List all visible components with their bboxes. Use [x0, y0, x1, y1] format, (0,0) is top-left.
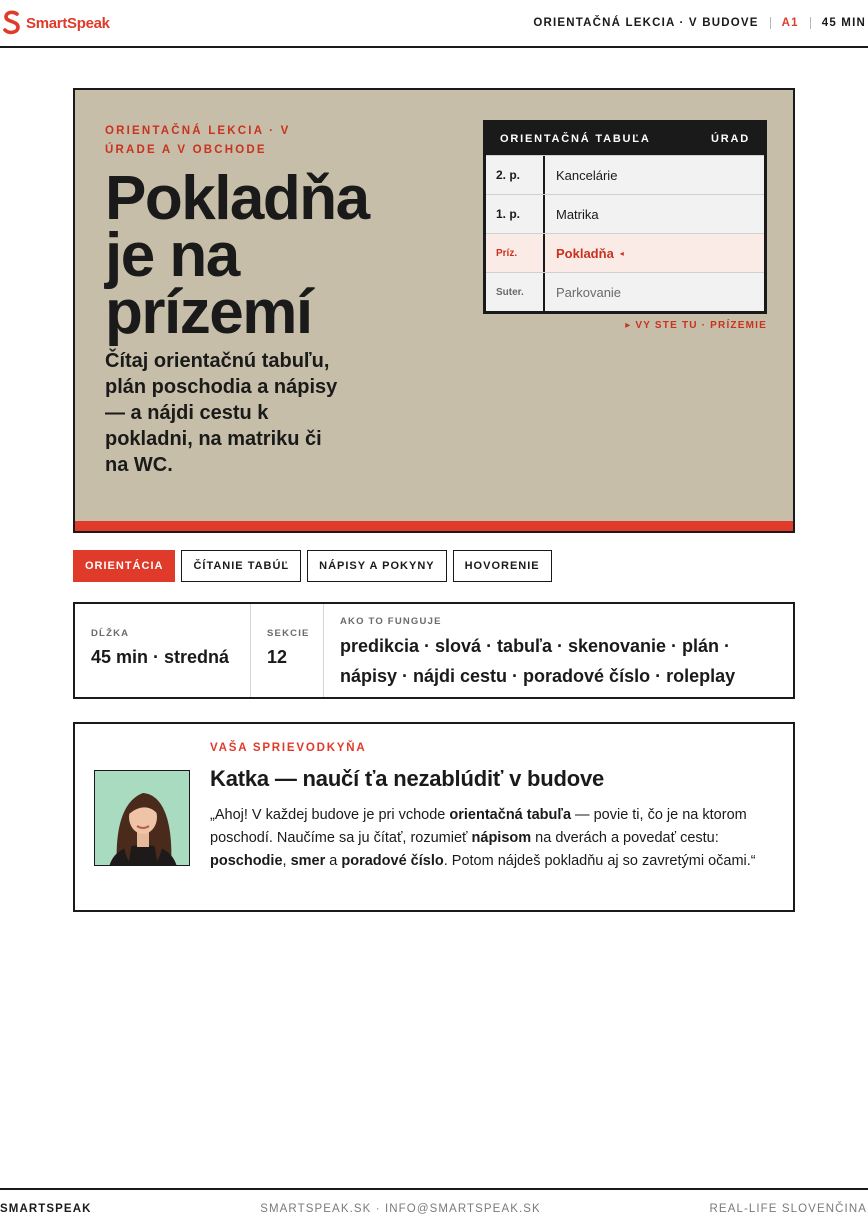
- title-line: Pokladňa: [105, 164, 369, 233]
- sections-label: SEKCIE: [267, 628, 310, 639]
- board-place: ÚRAD: [711, 133, 750, 145]
- brand-name: SmartSpeak: [26, 14, 110, 32]
- board-row-active: [486, 233, 764, 272]
- room-label: Kancelárie: [556, 167, 618, 183]
- you-are-here-note: ▸ VY STE TU · PRÍZEMIE: [625, 320, 767, 331]
- length-label: DĹŽKA: [91, 628, 130, 639]
- hero-panel: [73, 88, 795, 533]
- sections-cell: [251, 604, 324, 697]
- divider: [810, 17, 811, 29]
- quote-text: ,: [282, 853, 291, 869]
- room-label: [545, 234, 764, 272]
- footer-brand: SMARTSPEAK: [0, 1203, 92, 1215]
- smartspeak-logo-icon: [2, 10, 22, 36]
- length-value: 45 min · stredná: [91, 647, 230, 667]
- title-line: prízemí: [105, 278, 312, 347]
- how-line: nápisy · nájdi cestu · poradové číslo · roleplay: [340, 666, 736, 686]
- avatar: [94, 770, 190, 866]
- lesson-name: ORIENTAČNÁ LEKCIA · V BUDOVE: [533, 17, 759, 29]
- length-cell: [75, 604, 251, 697]
- accent-bar: [75, 521, 793, 531]
- quote-text: . Potom nájdeš pokladňu aj so zavretými očami.“: [443, 853, 756, 869]
- hero-eyebrow: ORIENTAČNÁ LEKCIA · V ÚRADE A V OBCHODE: [105, 125, 291, 156]
- duration: 45 MIN: [821, 17, 866, 29]
- quote-bold: poradové číslo: [341, 853, 444, 869]
- divider: [770, 17, 771, 29]
- directory-board: [483, 120, 767, 314]
- quote-text: a: [325, 853, 342, 869]
- top-header: [0, 0, 868, 48]
- guide-eyebrow: VAŠA SPRIEVODKYŇA: [210, 742, 367, 754]
- footer-contact-link[interactable]: SMARTSPEAK.SK · INFO@SMARTSPEAK.SK: [260, 1203, 541, 1215]
- room-name: Pokladňa: [556, 245, 614, 261]
- quote-text: „Ahoj! V každej budove je pri vchode: [210, 807, 450, 823]
- section-tabs: [73, 550, 552, 582]
- guide-card: [73, 722, 795, 912]
- tab-hovorenie[interactable]: HOVORENIE: [453, 550, 552, 582]
- title-line: je na: [105, 221, 239, 290]
- brand-logo[interactable]: [2, 10, 110, 36]
- how-value: [340, 631, 777, 691]
- quote-text: na dverách a povedať cestu:: [531, 830, 719, 846]
- lesson-meta: [533, 17, 866, 29]
- guide-quote: [210, 804, 770, 873]
- quote-text: — povie ti, čo je na ktorom poschodí. Naučíme sa ju čítať, rozumieť: [210, 807, 747, 846]
- lesson-info: [73, 602, 795, 699]
- room-label: Parkovanie: [556, 284, 622, 300]
- level-badge: A1: [781, 17, 799, 29]
- page-title: [105, 164, 425, 347]
- hero-subtitle: Čítaj orientačnú tabuľu, plán poschodia a nápisy — a nájdi cestu k pokladni, na matriku či na WC.: [105, 350, 338, 476]
- guide-portrait-icon: [95, 771, 190, 866]
- board-header: [486, 123, 764, 155]
- tab-citanie-tabul[interactable]: ČÍTANIE TABÚĽ: [181, 550, 301, 582]
- room-label: Matrika: [556, 206, 599, 222]
- floor-label: 2. p.: [486, 156, 545, 194]
- how-line: predikcia · slová · tabuľa · skenovanie · plán ·: [340, 636, 731, 656]
- board-row: [486, 194, 764, 233]
- quote-bold: orientačná tabuľa: [449, 807, 572, 823]
- board-title: ORIENTAČNÁ TABUĽA: [500, 133, 651, 145]
- board-row: [486, 272, 764, 311]
- how-it-works-cell: [324, 604, 793, 697]
- quote-bold: poschodie: [210, 853, 283, 869]
- floor-label: Príz.: [486, 234, 545, 272]
- tab-orientacia[interactable]: ORIENTÁCIA: [73, 550, 175, 582]
- footer-tagline: REAL-LIFE SLOVENČINA: [709, 1203, 867, 1215]
- guide-title: Katka — naučí ťa nezablúdiť v budove: [210, 766, 605, 791]
- how-label: AKO TO FUNGUJE: [340, 616, 442, 627]
- quote-bold: smer: [290, 853, 326, 869]
- sections-value: 12: [267, 647, 288, 667]
- page-footer: [0, 1188, 868, 1228]
- board-row: [486, 155, 764, 194]
- quote-bold: nápisom: [471, 830, 532, 846]
- floor-label: Suter.: [486, 273, 545, 311]
- pointer-left-icon: ◂: [619, 248, 624, 258]
- floor-label: 1. p.: [486, 195, 545, 233]
- tab-napisy-a-pokyny[interactable]: NÁPISY A POKYNY: [307, 550, 446, 582]
